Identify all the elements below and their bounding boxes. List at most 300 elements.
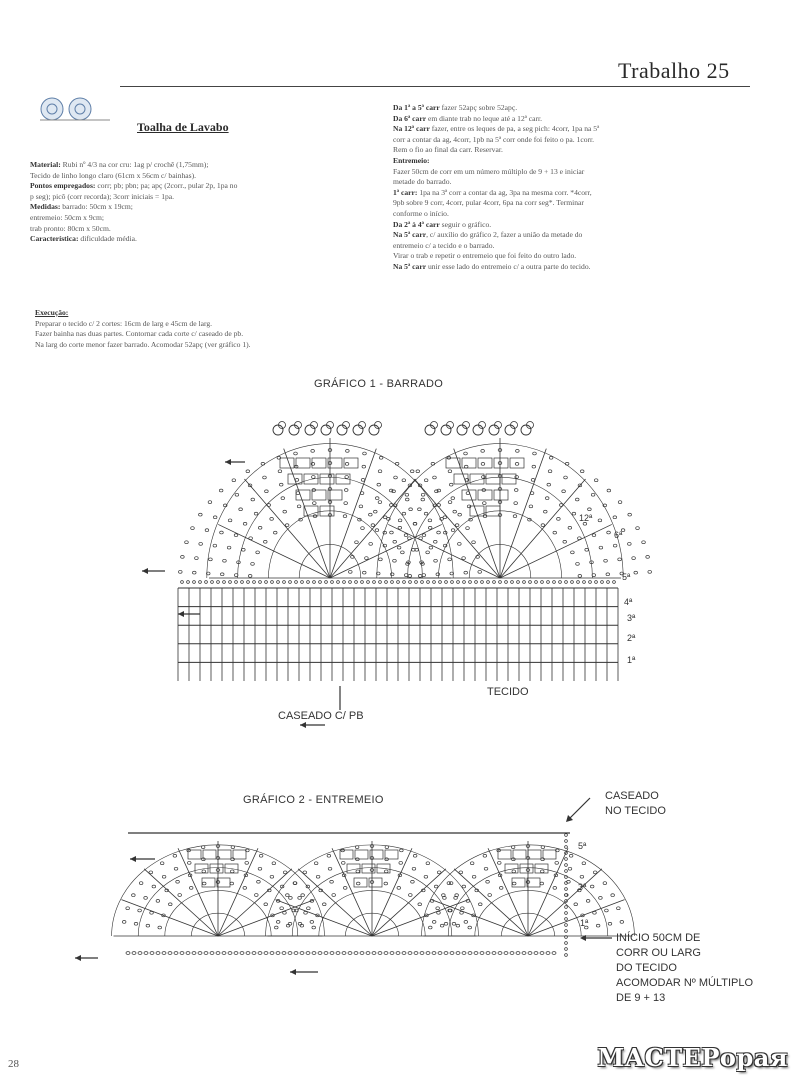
picot (457, 425, 467, 435)
stitch-dot (204, 952, 208, 955)
stitch-dot (572, 512, 576, 515)
stitch-dot (459, 871, 463, 874)
stitch-dot (593, 911, 597, 914)
stitch-dot (437, 489, 441, 492)
stitch-block (510, 458, 524, 468)
stitch-dot (222, 952, 226, 955)
stitch-dot (532, 465, 536, 468)
text-run: conforme o início. (393, 208, 449, 218)
stitch-dot (356, 870, 360, 873)
stitch-dot (162, 875, 166, 878)
stitch-dot (590, 885, 594, 888)
stitch-dot (478, 903, 482, 906)
stitch-dot (421, 493, 425, 496)
stitch-dot (565, 864, 568, 867)
stitch-dot (510, 952, 514, 955)
stitch-dot (442, 894, 446, 897)
stitch-dot (487, 581, 490, 584)
stitch-dot (273, 531, 277, 534)
stitch-dot (563, 540, 567, 543)
stitch-dot (455, 894, 459, 897)
stitch-dot (549, 456, 553, 459)
stitch-dot (369, 542, 373, 545)
fan-spoke (218, 869, 292, 936)
stitch-dot (428, 526, 432, 529)
stitch-dot (545, 497, 549, 500)
stitch-dot (453, 510, 457, 513)
stitch-dot (409, 894, 413, 897)
stitch-dot (448, 470, 452, 473)
stitch-dot (511, 581, 514, 584)
stitch-block (502, 474, 516, 484)
stitch-dot (304, 911, 308, 914)
stitch-dot (345, 476, 349, 479)
stitch-dot (589, 581, 592, 584)
stitch-dot (413, 522, 417, 525)
stitch-dot (466, 527, 470, 530)
stitch-dot (463, 581, 466, 584)
stitch-dot (139, 882, 143, 885)
text-run: Tecido de linho longo claro (61cm x 56cm c/ bainhas). (30, 170, 197, 180)
stitch-dot (448, 558, 452, 561)
stitch-dot (263, 540, 267, 543)
stitch-dot (438, 952, 442, 955)
picot (441, 425, 451, 435)
direction-arrow (225, 459, 231, 465)
stitch-dot (385, 581, 388, 584)
stitch-dot (312, 952, 316, 955)
stitch-dot (534, 952, 538, 955)
stitch-dot (162, 952, 166, 955)
stitch-dot (300, 952, 304, 955)
stitch-dot (448, 501, 452, 504)
stitch-dot (468, 952, 472, 955)
picot (521, 425, 531, 435)
stitch-dot (245, 861, 249, 864)
stitch-dot (241, 581, 244, 584)
stitch-dot (541, 846, 545, 849)
stitch-dot (568, 867, 572, 870)
stitch-dot (156, 899, 160, 902)
stitch-dot (213, 544, 217, 547)
stitch-dot (319, 581, 322, 584)
stitch-dot (243, 886, 247, 889)
stitch-dot (174, 952, 178, 955)
stitch-dot (366, 952, 370, 955)
stitch-dot (181, 555, 185, 558)
stitch-dot (294, 452, 298, 455)
stitch-dot (377, 483, 381, 486)
stitch-dot (270, 875, 274, 878)
stitch-dot (240, 952, 244, 955)
stitch-block (369, 878, 382, 887)
text-run: fazer 52apç sobre 52apç. (439, 103, 518, 112)
execution-line: Fazer bainha nas duas partes. Contornar cada corte c/ caseado de pb. (35, 329, 244, 339)
text-bold-run: Pontos empregados: (30, 181, 96, 191)
stitch-dot (384, 882, 388, 885)
stitch-dot (533, 452, 537, 455)
stitch-dot (607, 531, 611, 534)
stitch-dot (411, 880, 415, 883)
stitch-dot (571, 581, 574, 584)
text-bold-run: Entremeio: (393, 155, 430, 165)
stitch-dot (575, 498, 579, 501)
stitch-dot (421, 581, 424, 584)
stitch-dot (469, 581, 472, 584)
stitch-dot (343, 581, 346, 584)
stitch-dot (187, 849, 191, 852)
stitch-dot (396, 952, 400, 955)
stitch-dot (384, 952, 388, 955)
stitch-dot (181, 581, 184, 584)
stitch-dot (122, 921, 126, 924)
stitch-dot (617, 907, 621, 910)
text-run: em diante trab no leque até a 12ª carr. (426, 113, 543, 123)
text-run: trab pronto: 80cm x 50cm. (30, 223, 111, 233)
stitch-dot (146, 924, 150, 927)
picot (425, 425, 435, 435)
fan-spoke (218, 524, 330, 578)
stitch-dot (458, 513, 462, 516)
fan-spoke (500, 479, 586, 578)
chart1-title: GRÁFICO 1 - BARRADO (314, 378, 444, 390)
stitch-dot (474, 952, 478, 955)
stitch-dot (216, 952, 220, 955)
stitch-dot (375, 529, 379, 532)
chart1-tecido-label: TECIDO (487, 686, 529, 698)
text-run: Virar o trab e repetir o entremeio que foi feito do outro lado. (393, 251, 577, 261)
stitch-dot (365, 557, 369, 560)
stitch-dot (618, 501, 622, 504)
stitch-dot (546, 952, 550, 955)
stitch-dot (428, 519, 432, 522)
stitch-dot (186, 952, 190, 955)
stitch-dot (349, 581, 352, 584)
stitch-dot (283, 581, 286, 584)
text-run: 9pb sobre 9 corr, 4corr, pular 4corr, 6pa na corr seg*. Terminar (393, 198, 584, 208)
stitch-dot (553, 531, 557, 534)
stitch-dot (235, 493, 239, 496)
stitch-dot (231, 846, 235, 849)
stitch-dot (362, 465, 366, 468)
stitch-dot (259, 854, 263, 857)
stitch-dot (390, 573, 394, 576)
text-run: corr; pb; pbn; pa; apç (2corr., pular 2p, 1pa no (95, 181, 238, 191)
stitch-dot (529, 505, 533, 508)
stitch-dot (328, 867, 332, 870)
chart2-caseado-label (605, 789, 666, 819)
stitch-dot (369, 513, 373, 516)
stitch-dot (416, 470, 420, 473)
stitch-dot (330, 880, 334, 883)
stitch-dot (516, 952, 520, 955)
stitch-block (304, 474, 318, 484)
stitch-dot (472, 541, 476, 544)
stitch-dot (565, 954, 568, 957)
stitch-dot (605, 909, 609, 912)
stitch-dot (565, 870, 568, 873)
stitch-dot (515, 463, 519, 466)
stitch-dot (239, 508, 243, 511)
stitch-dot (373, 510, 377, 513)
stitch-dot (258, 867, 262, 870)
stitch-dot (543, 510, 547, 513)
stitch-dot (343, 515, 347, 518)
stitch-dot (565, 912, 568, 915)
stitch-dot (409, 508, 413, 511)
stitch-dot (620, 921, 624, 924)
stitch-dot (599, 546, 603, 549)
stitch-dot (247, 581, 250, 584)
stitch-dot (443, 896, 447, 899)
stitch-dot (246, 470, 250, 473)
stitch-dot (192, 952, 196, 955)
stitch-dot (230, 882, 234, 885)
stitch-dot (202, 882, 206, 885)
stitch-dot (361, 527, 365, 530)
stitch-dot (606, 573, 610, 576)
stitch-dot (397, 886, 401, 889)
watermark-logo: МАСТЕРорая (597, 1043, 788, 1072)
stitch-dot (246, 952, 250, 955)
stitch-dot (393, 559, 397, 562)
stitch-dot (569, 854, 573, 857)
stitch-dot (499, 581, 502, 584)
stitch-dot (307, 907, 311, 910)
stitch-dot (514, 489, 518, 492)
text-run: Rem o fio ao final da carr. Reservar. (393, 145, 503, 155)
stitch-dot (486, 952, 490, 955)
stitch-dot (126, 952, 130, 955)
stitch-dot (312, 926, 316, 929)
stitch-dot (613, 516, 617, 519)
stitch-dot (234, 952, 238, 955)
stitch-dot (132, 952, 136, 955)
stitch-dot (373, 581, 376, 584)
stitch-block (210, 864, 223, 873)
stitch-dot (243, 522, 247, 525)
stitch-dot (278, 470, 282, 473)
chart2-inicio-line: ACOMODAR Nº MÚLTIPLO (616, 977, 754, 989)
stitch-dot (628, 542, 632, 545)
stitch-dot (437, 531, 441, 534)
stitch-dot (588, 508, 592, 511)
stitch-dot (277, 581, 280, 584)
stitch-dot (288, 952, 292, 955)
stitch-dot (592, 534, 596, 537)
stitch-dot (217, 581, 220, 584)
text-bold-run: Característica: (30, 234, 79, 244)
stitch-dot (462, 952, 466, 955)
stitch-dot (398, 519, 402, 522)
stitch-block (520, 864, 533, 873)
fan-spoke (298, 869, 372, 936)
stitch-dot (362, 571, 366, 574)
stitch-dot (424, 479, 428, 482)
fan-spoke (244, 479, 330, 578)
stitch-dot (499, 886, 503, 889)
stitch-dot (367, 581, 370, 584)
stitch-dot (470, 862, 474, 865)
text-run: Fazer 50cm de corr em um número múltiplo de 9 + 13 e iniciar (393, 166, 585, 176)
stitch-dot (355, 541, 359, 544)
stitch-dot (426, 551, 430, 554)
stitch-dot (258, 526, 262, 529)
stitch-dot (168, 952, 172, 955)
picot (321, 425, 331, 435)
stitch-dot (310, 921, 314, 924)
stitch-dot (330, 952, 334, 955)
stitch-dot (432, 952, 436, 955)
stitch-dot (264, 952, 268, 955)
stitch-dot (475, 581, 478, 584)
chart2-inicio-line: CORR OU LARG (616, 947, 701, 959)
stitch-dot (517, 581, 520, 584)
stitch-dot (478, 570, 482, 573)
stitch-dot (541, 581, 544, 584)
stitch-dot (126, 907, 130, 910)
stitch-dot (337, 581, 340, 584)
chart1-row-label: 12ª (579, 513, 593, 523)
text-run: unir esse lado do entremeio c/ a outra parte do tecido. (426, 261, 591, 271)
text-bold-run: Material: (30, 160, 61, 169)
stitch-dot (361, 478, 365, 481)
stitch-dot (426, 952, 430, 955)
picot (337, 425, 347, 435)
chart2-row-label: 3ª (578, 882, 587, 892)
stitch-block (494, 490, 508, 500)
stitch-dot (528, 952, 532, 955)
stitch-dot (593, 871, 597, 874)
stitch-block (486, 474, 500, 484)
stitch-dot (220, 573, 224, 576)
stitch-dot (144, 896, 148, 899)
stitch-dot (379, 456, 383, 459)
stitch-dot (484, 867, 488, 870)
stitch-dot (402, 952, 406, 955)
stitch-dot (394, 476, 398, 479)
stitch-dot (344, 489, 348, 492)
stitch-dot (437, 911, 441, 914)
stitch-dot (531, 478, 535, 481)
stitch-dot (424, 512, 428, 515)
picot (289, 425, 299, 435)
stitch-dot (565, 581, 568, 584)
stitch-dot (201, 846, 205, 849)
stitch-dot (343, 886, 347, 889)
stitch-dot (280, 907, 284, 910)
stitch-dot (285, 524, 289, 527)
stitch-dot (462, 557, 466, 560)
stitch-dot (429, 546, 433, 549)
stitch-dot (414, 952, 418, 955)
stitch-dot (341, 849, 345, 852)
stitch-dot (399, 861, 403, 864)
stitch-dot (578, 575, 582, 578)
stitch-dot (283, 510, 287, 513)
stitch-dot (468, 926, 472, 929)
text-run: fazer, entre os leques de pa, a seg pich: 4corr, 1pa na 5ª (429, 124, 600, 134)
stitch-dot (595, 581, 598, 584)
stitch-dot (263, 476, 267, 479)
stitch-dot (255, 894, 259, 897)
chart1-row-label: 5ª (622, 572, 631, 582)
stitch-dot (185, 541, 189, 544)
stitch-dot (160, 862, 164, 865)
stitch-dot (548, 470, 552, 473)
stitch-dot (492, 952, 496, 955)
stitch-dot (242, 548, 246, 551)
text-run: 1pa na 3ª corr a contar da ag, 3pa na mesma corr. *4corr, (417, 187, 592, 197)
stitch-dot (449, 483, 453, 486)
stitch-dot (134, 922, 138, 925)
stitch-dot (540, 882, 544, 885)
stitch-block (280, 458, 294, 468)
stitch-dot (482, 476, 486, 479)
text-bold-run: 1ª carr: (393, 187, 418, 197)
stitch-dot (565, 942, 568, 945)
stitch-dot (342, 952, 346, 955)
stitch-dot (390, 952, 394, 955)
stitch-dot (331, 581, 334, 584)
stitch-dot (189, 886, 193, 889)
stitch-dot (156, 952, 160, 955)
stitch-dot (289, 896, 293, 899)
stitch-block (494, 458, 508, 468)
stitch-dot (462, 885, 466, 888)
stitch-dot (607, 489, 611, 492)
stitch-block (513, 850, 526, 859)
text-run: metade do barrado. (393, 177, 452, 187)
stitch-dot (324, 952, 328, 955)
stitch-dot (497, 861, 501, 864)
stitch-dot (432, 921, 436, 924)
stitch-dot (565, 840, 568, 843)
stitch-dot (585, 548, 589, 551)
stitch-dot (265, 490, 269, 493)
stitch-dot (451, 581, 454, 584)
stitch-dot (483, 854, 487, 857)
stitch-dot (219, 489, 223, 492)
stitch-dot (415, 581, 418, 584)
stitch-dot (618, 558, 622, 561)
stitch-dot (540, 870, 544, 873)
text-run: , c/ auxílio do gráfico 2, fazer a união da metade do (426, 230, 583, 240)
stitch-dot (568, 526, 572, 529)
stitch-dot (372, 952, 376, 955)
execution-line: Na larg do corte menor fazer barrado. Acomodar 52apç (ver gráfico 1). (35, 339, 251, 349)
stitch-dot (613, 581, 616, 584)
stitch-dot (199, 513, 203, 516)
picot (305, 425, 315, 435)
text-run: entremeio c/ a tecido e o barrado. (393, 240, 495, 250)
stitch-dot (636, 527, 640, 530)
stitch-dot (505, 581, 508, 584)
stitch-dot (379, 558, 383, 561)
stitch-dot (378, 952, 382, 955)
stitch-dot (628, 513, 632, 516)
stitch-block (203, 850, 216, 859)
stitch-dot (565, 858, 568, 861)
stitch-dot (208, 501, 212, 504)
stitch-dot (271, 581, 274, 584)
stitch-dot (547, 581, 550, 584)
stitch-dot (192, 571, 196, 574)
stitch-dot (198, 952, 202, 955)
stitch-dot (646, 555, 650, 558)
stitch-dot (555, 861, 559, 864)
chart1-row-label: 2ª (627, 633, 636, 643)
